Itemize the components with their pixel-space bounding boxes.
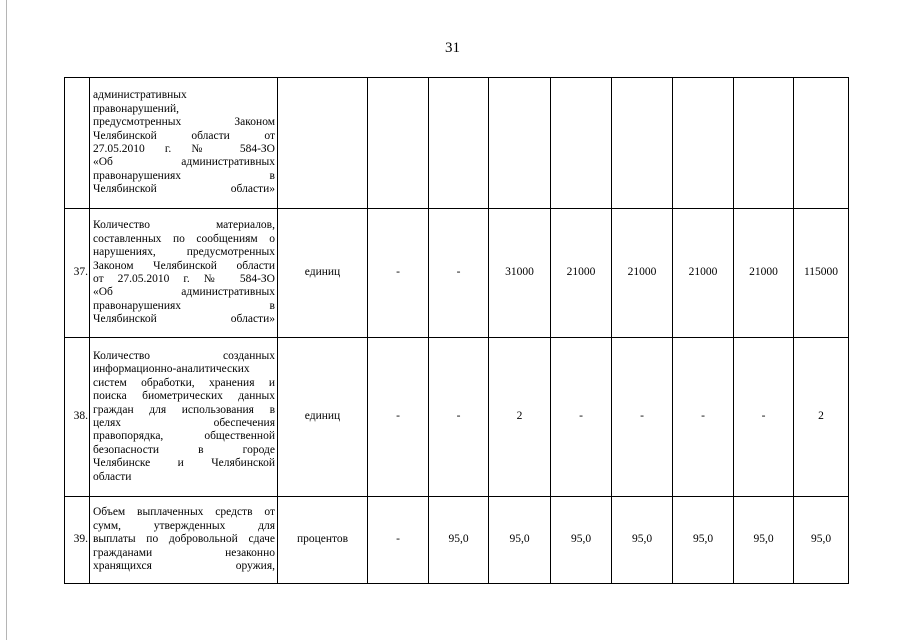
value-cell [489,78,551,209]
page-number: 31 [445,40,460,56]
unit-cell [278,78,368,209]
table-row [65,497,849,584]
value-cell: - [368,497,429,584]
value-cell: 31000 [489,209,551,338]
value-cell [734,78,794,209]
value-cell: - [734,338,794,497]
value-cell [551,78,612,209]
value-cell: - [551,338,612,497]
unit-cell: процентов [278,497,368,584]
indicators-table [64,77,849,584]
value-cell: 95,0 [734,497,794,584]
value-cell: 95,0 [551,497,612,584]
unit-cell: единиц [278,209,368,338]
table-row [65,338,849,497]
value-cell: 95,0 [429,497,489,584]
value-cell [673,78,734,209]
value-cell: - [429,209,489,338]
value-cell: 95,0 [794,497,849,584]
value-cell: - [368,209,429,338]
value-cell: 21000 [612,209,673,338]
value-cell [612,78,673,209]
value-cell [794,78,849,209]
indicator-description: административных правонарушений, предусмотренных Законом Челябинской области от 27.05.2010 г. № 584-ЗО «Об административных правонарушениях в Челябинской области» [90,78,278,209]
value-cell: 21000 [673,209,734,338]
value-cell: - [429,338,489,497]
value-cell [368,78,429,209]
value-cell: 2 [794,338,849,497]
row-number [65,78,90,209]
indicator-description: Объем выплаченных средств от сумм, утвержденных для выплаты по добровольной сдаче гражданами незаконно хранящихся оружия, [90,497,278,584]
value-cell: 21000 [551,209,612,338]
value-cell: - [673,338,734,497]
value-cell: 95,0 [489,497,551,584]
value-cell: 95,0 [612,497,673,584]
value-cell: - [612,338,673,497]
page-left-border [6,0,7,640]
value-cell: 21000 [734,209,794,338]
table-body [65,78,849,584]
row-number: 39. [65,497,90,584]
value-cell: 95,0 [673,497,734,584]
row-number: 37. [65,209,90,338]
value-cell: 2 [489,338,551,497]
table-row [65,209,849,338]
value-cell: 115000 [794,209,849,338]
value-cell: - [368,338,429,497]
value-cell [429,78,489,209]
row-number: 38. [65,338,90,497]
unit-cell: единиц [278,338,368,497]
table-row [65,78,849,209]
indicator-description: Количество созданных информационно-аналитических систем обработки, хранения и поиска биометрических данных граждан для использования в целях обеспечения правопорядка, общественной безопасности в городе Челябинске и Челябинской области [90,338,278,497]
indicator-description: Количество материалов, составленных по сообщениям о нарушениях, предусмотренных Законом Челябинской области от 27.05.2010 г. № 584-ЗО «Об административных правонарушениях в Челябинской области» [90,209,278,338]
